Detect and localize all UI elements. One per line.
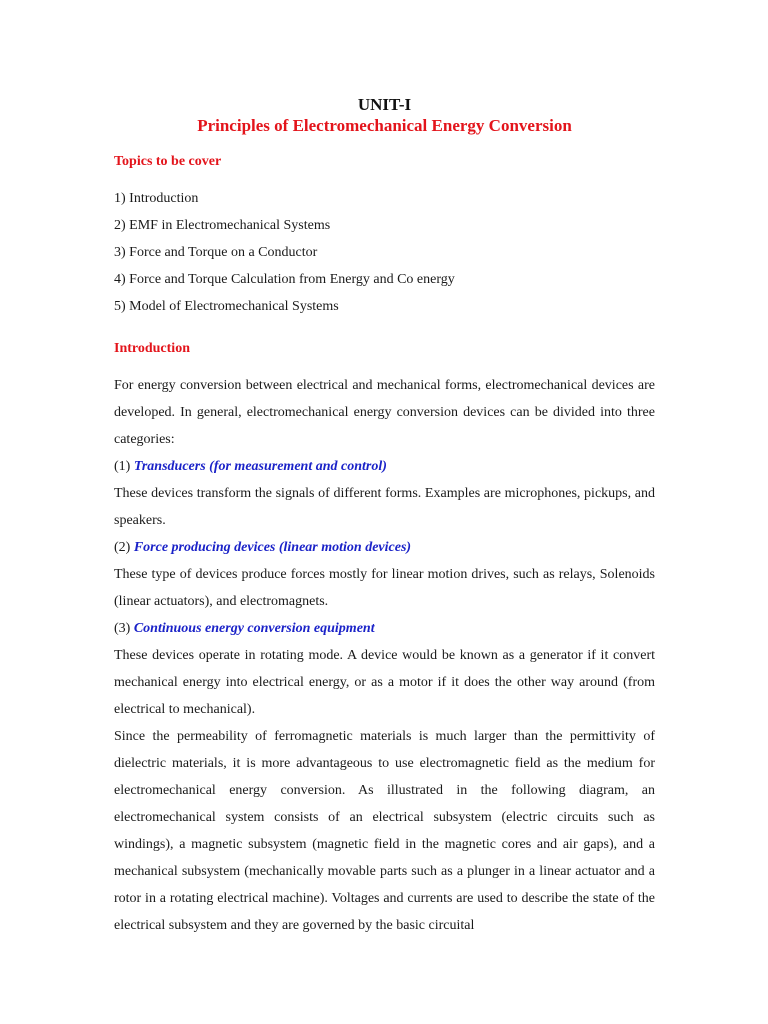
document-title: Principles of Electromechanical Energy Conversion [197, 116, 572, 135]
category-number: (1) [114, 459, 131, 474]
category-description: These devices transform the signals of different forms. Examples are microphones, pickups, and speakers. [114, 486, 655, 528]
topic-item: 5) Model of Electromechanical Systems [114, 299, 339, 314]
topics-list [114, 185, 455, 320]
category-heading-3 [114, 615, 655, 642]
topic-item: 3) Force and Torque on a Conductor [114, 245, 318, 260]
intro-paragraph: For energy conversion between electrical and mechanical forms, electromechanical devices are developed. In general, electromechanical energy conversion devices can be divided into three categories: [114, 378, 655, 447]
topic-item: 1) Introduction [114, 191, 199, 206]
category-label: Continuous energy conversion equipment [133, 621, 375, 636]
topic-item: 2) EMF in Electromechanical Systems [114, 218, 331, 233]
category-label: Transducers (for measurement and control) [133, 459, 387, 474]
category-label: Force producing devices (linear motion devices) [133, 540, 412, 555]
category-number: (3) [114, 621, 131, 636]
body-paragraph: Since the permeability of ferromagnetic materials is much larger than the permittivity of dielectric materials, it is more advantageous to use electromagnetic field as the medium for electromechanical energy conversion. As illustrated in the following diagram, an electromechanical system consists of an electrical subsystem (electric circuits such as windings), a magnetic subsystem (magnetic field in the magnetic cores and air gaps), and a mechanical subsystem (mechanically movable parts such as a plunger in a linear actuator and a rotor in a rotating electrical machine). Voltages and currents are used to describe the state of the electrical subsystem and they are governed by the basic circuital [114, 729, 655, 933]
topics-heading: Topics to be cover [114, 154, 222, 169]
introduction-heading: Introduction [114, 341, 190, 356]
category-number: (2) [114, 540, 131, 555]
document-page [114, 0, 655, 1024]
category-description: These devices operate in rotating mode. A device would be known as a generator if it convert mechanical energy into electrical energy, or as a motor if it does the other way around (from electrical to mechanical). [114, 648, 655, 717]
category-heading-2 [114, 534, 655, 561]
introduction-body [114, 372, 655, 939]
topic-item: 4) Force and Torque Calculation from Energy and Co energy [114, 272, 455, 287]
category-heading-1 [114, 453, 655, 480]
unit-label: UNIT-I [357, 95, 412, 114]
category-description: These type of devices produce forces mostly for linear motion drives, such as relays, Solenoids (linear actuators), and electromagnets. [114, 567, 655, 609]
